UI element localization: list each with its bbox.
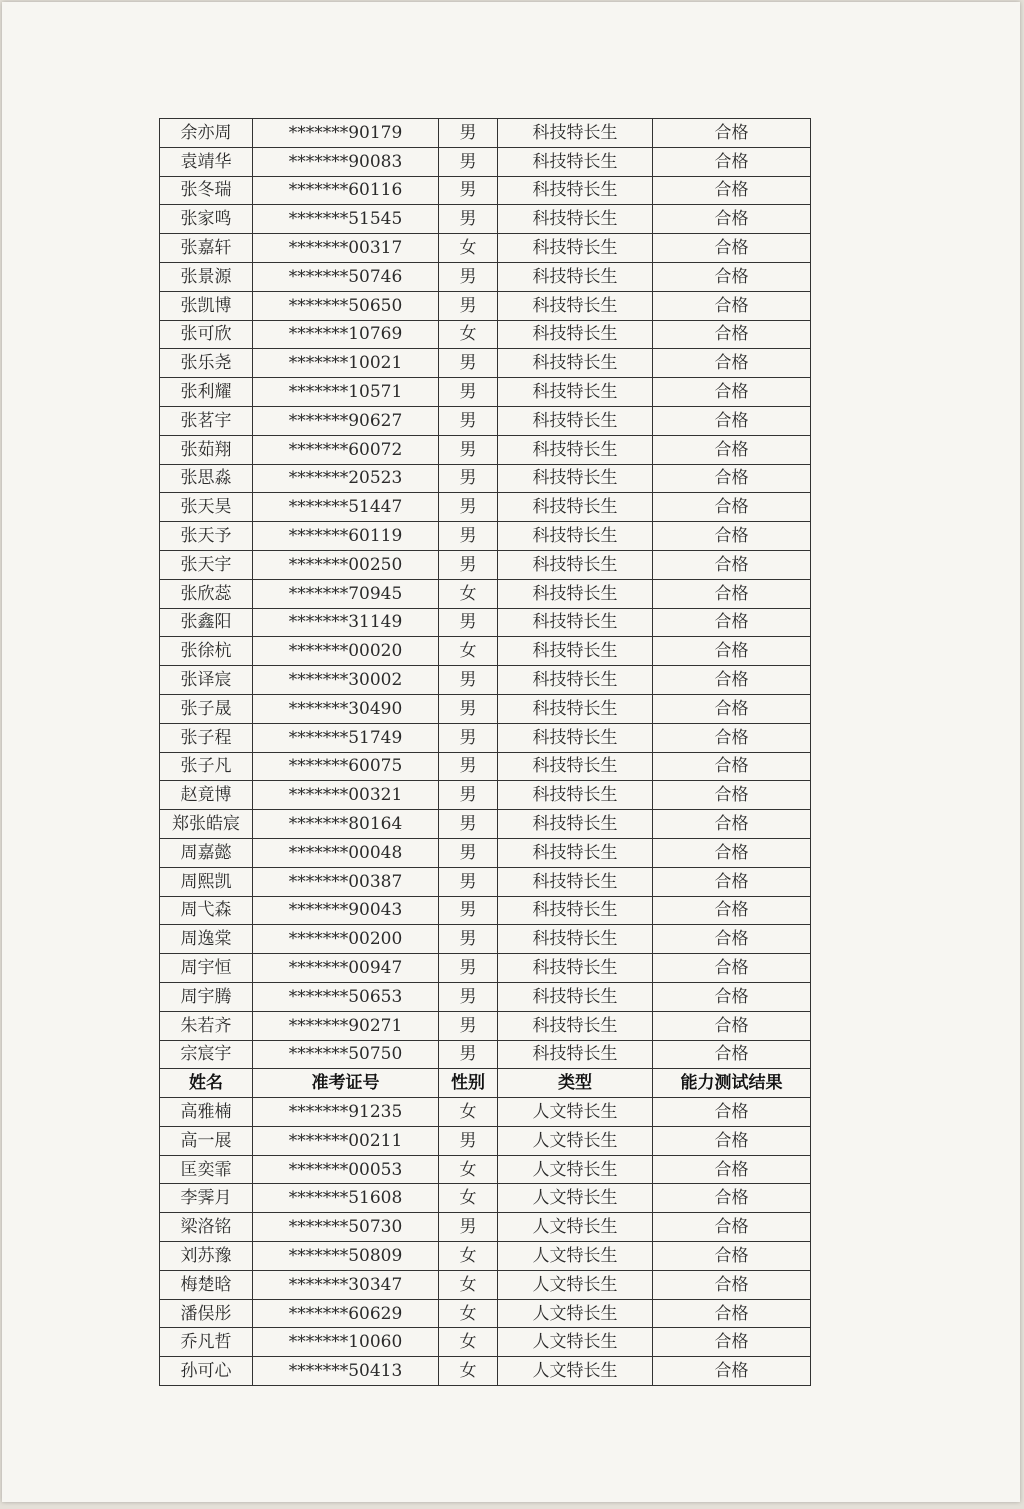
cell-name: 张嘉轩 (160, 234, 253, 263)
cell-name: 梁洛铭 (160, 1213, 253, 1242)
header-type: 类型 (498, 1069, 653, 1098)
cell-type: 人文特长生 (498, 1299, 653, 1328)
cell-exam-id: *******51749 (253, 723, 439, 752)
cell-name: 张家鸣 (160, 205, 253, 234)
cell-gender: 男 (439, 493, 498, 522)
table-row (160, 666, 811, 695)
paper-sheet (2, 2, 1020, 1502)
cell-name: 张茗宇 (160, 406, 253, 435)
table-row (160, 262, 811, 291)
cell-exam-id: *******00250 (253, 550, 439, 579)
table-row (160, 176, 811, 205)
table-row (160, 205, 811, 234)
cell-exam-id: *******50650 (253, 291, 439, 320)
cell-gender: 女 (439, 1270, 498, 1299)
table-row (160, 435, 811, 464)
cell-type: 人文特长生 (498, 1126, 653, 1155)
cell-name: 周嘉懿 (160, 838, 253, 867)
header-name: 姓名 (160, 1069, 253, 1098)
cell-exam-id: *******90271 (253, 1011, 439, 1040)
table-row (160, 896, 811, 925)
cell-exam-id: *******60629 (253, 1299, 439, 1328)
table-row (160, 406, 811, 435)
cell-gender: 男 (439, 723, 498, 752)
cell-name: 张天宇 (160, 550, 253, 579)
cell-name: 周弋森 (160, 896, 253, 925)
header-row (160, 1069, 811, 1098)
cell-exam-id: *******00053 (253, 1155, 439, 1184)
cell-exam-id: *******10769 (253, 320, 439, 349)
results-table (159, 118, 811, 1386)
cell-name: 孙可心 (160, 1357, 253, 1386)
cell-exam-id: *******00947 (253, 954, 439, 983)
cell-result: 合格 (653, 867, 811, 896)
cell-result: 合格 (653, 1357, 811, 1386)
cell-type: 科技特长生 (498, 378, 653, 407)
cell-name: 高雅楠 (160, 1098, 253, 1127)
cell-exam-id: *******90179 (253, 119, 439, 148)
cell-result: 合格 (653, 522, 811, 551)
cell-type: 科技特长生 (498, 579, 653, 608)
cell-result: 合格 (653, 234, 811, 263)
cell-name: 朱若齐 (160, 1011, 253, 1040)
cell-exam-id: *******00211 (253, 1126, 439, 1155)
cell-gender: 男 (439, 119, 498, 148)
cell-gender: 女 (439, 1328, 498, 1357)
cell-name: 张冬瑞 (160, 176, 253, 205)
cell-result: 合格 (653, 320, 811, 349)
cell-name: 张徐杭 (160, 637, 253, 666)
cell-gender: 女 (439, 579, 498, 608)
cell-name: 张子晟 (160, 694, 253, 723)
header-result: 能力测试结果 (653, 1069, 811, 1098)
table-row (160, 982, 811, 1011)
cell-result: 合格 (653, 291, 811, 320)
cell-exam-id: *******50730 (253, 1213, 439, 1242)
cell-type: 人文特长生 (498, 1098, 653, 1127)
cell-name: 张子凡 (160, 752, 253, 781)
cell-result: 合格 (653, 1270, 811, 1299)
cell-type: 人文特长生 (498, 1242, 653, 1271)
cell-type: 科技特长生 (498, 896, 653, 925)
cell-gender: 男 (439, 262, 498, 291)
cell-result: 合格 (653, 1213, 811, 1242)
cell-gender: 男 (439, 781, 498, 810)
cell-name: 张子程 (160, 723, 253, 752)
cell-result: 合格 (653, 608, 811, 637)
cell-name: 张可欣 (160, 320, 253, 349)
cell-result: 合格 (653, 925, 811, 954)
cell-type: 科技特长生 (498, 349, 653, 378)
cell-name: 匡奕霏 (160, 1155, 253, 1184)
cell-type: 科技特长生 (498, 637, 653, 666)
cell-result: 合格 (653, 896, 811, 925)
cell-result: 合格 (653, 1011, 811, 1040)
cell-gender: 男 (439, 550, 498, 579)
cell-gender: 女 (439, 1357, 498, 1386)
cell-type: 科技特长生 (498, 406, 653, 435)
table-row (160, 291, 811, 320)
cell-result: 合格 (653, 982, 811, 1011)
table-row (160, 1155, 811, 1184)
cell-exam-id: *******60072 (253, 435, 439, 464)
cell-gender: 男 (439, 810, 498, 839)
cell-type: 科技特长生 (498, 694, 653, 723)
cell-type: 人文特长生 (498, 1184, 653, 1213)
cell-exam-id: *******60116 (253, 176, 439, 205)
cell-exam-id: *******20523 (253, 464, 439, 493)
cell-exam-id: *******00387 (253, 867, 439, 896)
cell-exam-id: *******70945 (253, 579, 439, 608)
cell-gender: 男 (439, 349, 498, 378)
humanities-section (160, 1098, 811, 1386)
cell-gender: 男 (439, 1011, 498, 1040)
cell-name: 刘苏豫 (160, 1242, 253, 1271)
table-row (160, 1328, 811, 1357)
cell-name: 张利耀 (160, 378, 253, 407)
cell-gender: 男 (439, 666, 498, 695)
cell-type: 科技特长生 (498, 464, 653, 493)
cell-name: 张乐尧 (160, 349, 253, 378)
cell-type: 科技特长生 (498, 147, 653, 176)
cell-result: 合格 (653, 176, 811, 205)
cell-name: 周宇恒 (160, 954, 253, 983)
cell-result: 合格 (653, 550, 811, 579)
header-gender: 性别 (439, 1069, 498, 1098)
table-row (160, 464, 811, 493)
cell-result: 合格 (653, 262, 811, 291)
cell-gender: 男 (439, 522, 498, 551)
cell-name: 余亦周 (160, 119, 253, 148)
cell-exam-id: *******51447 (253, 493, 439, 522)
cell-result: 合格 (653, 349, 811, 378)
table-row (160, 147, 811, 176)
cell-type: 科技特长生 (498, 234, 653, 263)
cell-gender: 男 (439, 896, 498, 925)
tech-section (160, 119, 811, 1069)
cell-result: 合格 (653, 378, 811, 407)
cell-name: 梅楚晗 (160, 1270, 253, 1299)
cell-type: 科技特长生 (498, 291, 653, 320)
cell-result: 合格 (653, 1242, 811, 1271)
cell-name: 高一展 (160, 1126, 253, 1155)
table-row (160, 752, 811, 781)
cell-type: 科技特长生 (498, 1011, 653, 1040)
cell-exam-id: *******10571 (253, 378, 439, 407)
cell-type: 人文特长生 (498, 1213, 653, 1242)
cell-result: 合格 (653, 1098, 811, 1127)
cell-result: 合格 (653, 205, 811, 234)
cell-result: 合格 (653, 1126, 811, 1155)
cell-name: 乔凡哲 (160, 1328, 253, 1357)
cell-name: 张凯博 (160, 291, 253, 320)
table-row (160, 1011, 811, 1040)
cell-gender: 男 (439, 464, 498, 493)
cell-result: 合格 (653, 954, 811, 983)
cell-gender: 男 (439, 925, 498, 954)
cell-exam-id: *******90043 (253, 896, 439, 925)
cell-type: 科技特长生 (498, 493, 653, 522)
table-row (160, 1357, 811, 1386)
cell-name: 郑张皓宸 (160, 810, 253, 839)
table-row (160, 838, 811, 867)
table-row (160, 1184, 811, 1213)
cell-gender: 男 (439, 205, 498, 234)
cell-result: 合格 (653, 723, 811, 752)
cell-type: 科技特长生 (498, 723, 653, 752)
cell-exam-id: *******50809 (253, 1242, 439, 1271)
cell-result: 合格 (653, 637, 811, 666)
table-row (160, 234, 811, 263)
cell-result: 合格 (653, 1184, 811, 1213)
cell-result: 合格 (653, 435, 811, 464)
cell-gender: 男 (439, 982, 498, 1011)
table-row (160, 781, 811, 810)
cell-result: 合格 (653, 579, 811, 608)
cell-result: 合格 (653, 1155, 811, 1184)
cell-gender: 男 (439, 1126, 498, 1155)
cell-name: 周宇腾 (160, 982, 253, 1011)
table-row (160, 1098, 811, 1127)
cell-exam-id: *******51608 (253, 1184, 439, 1213)
table-row (160, 925, 811, 954)
cell-gender: 女 (439, 320, 498, 349)
cell-name: 张鑫阳 (160, 608, 253, 637)
cell-exam-id: *******00048 (253, 838, 439, 867)
cell-name: 周熙凯 (160, 867, 253, 896)
cell-type: 科技特长生 (498, 954, 653, 983)
cell-exam-id: *******90083 (253, 147, 439, 176)
table-row (160, 1299, 811, 1328)
cell-type: 科技特长生 (498, 752, 653, 781)
cell-gender: 女 (439, 1242, 498, 1271)
cell-result: 合格 (653, 1299, 811, 1328)
cell-exam-id: *******31149 (253, 608, 439, 637)
cell-gender: 女 (439, 1299, 498, 1328)
cell-result: 合格 (653, 666, 811, 695)
cell-exam-id: *******00321 (253, 781, 439, 810)
cell-result: 合格 (653, 1040, 811, 1069)
cell-exam-id: *******60075 (253, 752, 439, 781)
cell-result: 合格 (653, 464, 811, 493)
cell-result: 合格 (653, 493, 811, 522)
cell-exam-id: *******30002 (253, 666, 439, 695)
cell-type: 科技特长生 (498, 320, 653, 349)
table-row (160, 637, 811, 666)
cell-result: 合格 (653, 1328, 811, 1357)
table-row (160, 522, 811, 551)
cell-gender: 男 (439, 291, 498, 320)
cell-type: 科技特长生 (498, 262, 653, 291)
header-section (160, 1069, 811, 1098)
cell-exam-id: *******10021 (253, 349, 439, 378)
cell-exam-id: *******90627 (253, 406, 439, 435)
cell-gender: 男 (439, 752, 498, 781)
cell-type: 科技特长生 (498, 867, 653, 896)
cell-type: 科技特长生 (498, 666, 653, 695)
cell-type: 人文特长生 (498, 1328, 653, 1357)
cell-gender: 女 (439, 234, 498, 263)
cell-result: 合格 (653, 694, 811, 723)
cell-gender: 男 (439, 838, 498, 867)
cell-name: 张景源 (160, 262, 253, 291)
cell-gender: 男 (439, 378, 498, 407)
cell-type: 科技特长生 (498, 608, 653, 637)
cell-result: 合格 (653, 810, 811, 839)
cell-result: 合格 (653, 838, 811, 867)
cell-type: 科技特长生 (498, 550, 653, 579)
table-row (160, 579, 811, 608)
cell-exam-id: *******50746 (253, 262, 439, 291)
cell-type: 科技特长生 (498, 925, 653, 954)
cell-name: 宗宸宇 (160, 1040, 253, 1069)
cell-result: 合格 (653, 147, 811, 176)
cell-type: 科技特长生 (498, 982, 653, 1011)
cell-name: 潘俣彤 (160, 1299, 253, 1328)
cell-gender: 男 (439, 176, 498, 205)
header-exam-id: 准考证号 (253, 1069, 439, 1098)
cell-type: 科技特长生 (498, 781, 653, 810)
table-row (160, 723, 811, 752)
cell-exam-id: *******00200 (253, 925, 439, 954)
cell-name: 袁靖华 (160, 147, 253, 176)
table-row (160, 867, 811, 896)
cell-exam-id: *******30490 (253, 694, 439, 723)
cell-name: 周逸棠 (160, 925, 253, 954)
cell-exam-id: *******50413 (253, 1357, 439, 1386)
table-row (160, 1126, 811, 1155)
table-row (160, 550, 811, 579)
table-row (160, 954, 811, 983)
cell-type: 人文特长生 (498, 1357, 653, 1386)
cell-name: 张天予 (160, 522, 253, 551)
table-row (160, 1213, 811, 1242)
table-row (160, 119, 811, 148)
cell-name: 张茹翔 (160, 435, 253, 464)
cell-gender: 女 (439, 637, 498, 666)
cell-exam-id: *******00020 (253, 637, 439, 666)
cell-gender: 男 (439, 954, 498, 983)
cell-name: 张天昊 (160, 493, 253, 522)
cell-gender: 女 (439, 1184, 498, 1213)
cell-name: 李霁月 (160, 1184, 253, 1213)
cell-gender: 男 (439, 608, 498, 637)
cell-gender: 男 (439, 1213, 498, 1242)
cell-type: 科技特长生 (498, 810, 653, 839)
table-row (160, 378, 811, 407)
cell-exam-id: *******91235 (253, 1098, 439, 1127)
cell-type: 科技特长生 (498, 205, 653, 234)
table-row (160, 493, 811, 522)
cell-exam-id: *******60119 (253, 522, 439, 551)
cell-name: 张欣蕊 (160, 579, 253, 608)
cell-gender: 女 (439, 1155, 498, 1184)
cell-gender: 男 (439, 435, 498, 464)
cell-result: 合格 (653, 752, 811, 781)
table-row (160, 810, 811, 839)
table-row (160, 320, 811, 349)
cell-type: 科技特长生 (498, 1040, 653, 1069)
cell-type: 人文特长生 (498, 1155, 653, 1184)
cell-gender: 男 (439, 406, 498, 435)
cell-result: 合格 (653, 781, 811, 810)
cell-exam-id: *******50750 (253, 1040, 439, 1069)
cell-gender: 男 (439, 1040, 498, 1069)
cell-gender: 男 (439, 867, 498, 896)
cell-name: 赵竟博 (160, 781, 253, 810)
cell-name: 张译宸 (160, 666, 253, 695)
cell-type: 科技特长生 (498, 119, 653, 148)
table-row (160, 1040, 811, 1069)
cell-result: 合格 (653, 406, 811, 435)
cell-exam-id: *******10060 (253, 1328, 439, 1357)
table-row (160, 694, 811, 723)
cell-gender: 男 (439, 694, 498, 723)
table-row (160, 1242, 811, 1271)
cell-type: 科技特长生 (498, 176, 653, 205)
cell-exam-id: *******51545 (253, 205, 439, 234)
table-row (160, 1270, 811, 1299)
cell-type: 人文特长生 (498, 1270, 653, 1299)
cell-type: 科技特长生 (498, 435, 653, 464)
cell-exam-id: *******30347 (253, 1270, 439, 1299)
cell-type: 科技特长生 (498, 838, 653, 867)
cell-result: 合格 (653, 119, 811, 148)
cell-name: 张思淼 (160, 464, 253, 493)
cell-gender: 女 (439, 1098, 498, 1127)
cell-gender: 男 (439, 147, 498, 176)
cell-exam-id: *******50653 (253, 982, 439, 1011)
table-row (160, 349, 811, 378)
cell-type: 科技特长生 (498, 522, 653, 551)
cell-exam-id: *******80164 (253, 810, 439, 839)
table-row (160, 608, 811, 637)
cell-exam-id: *******00317 (253, 234, 439, 263)
